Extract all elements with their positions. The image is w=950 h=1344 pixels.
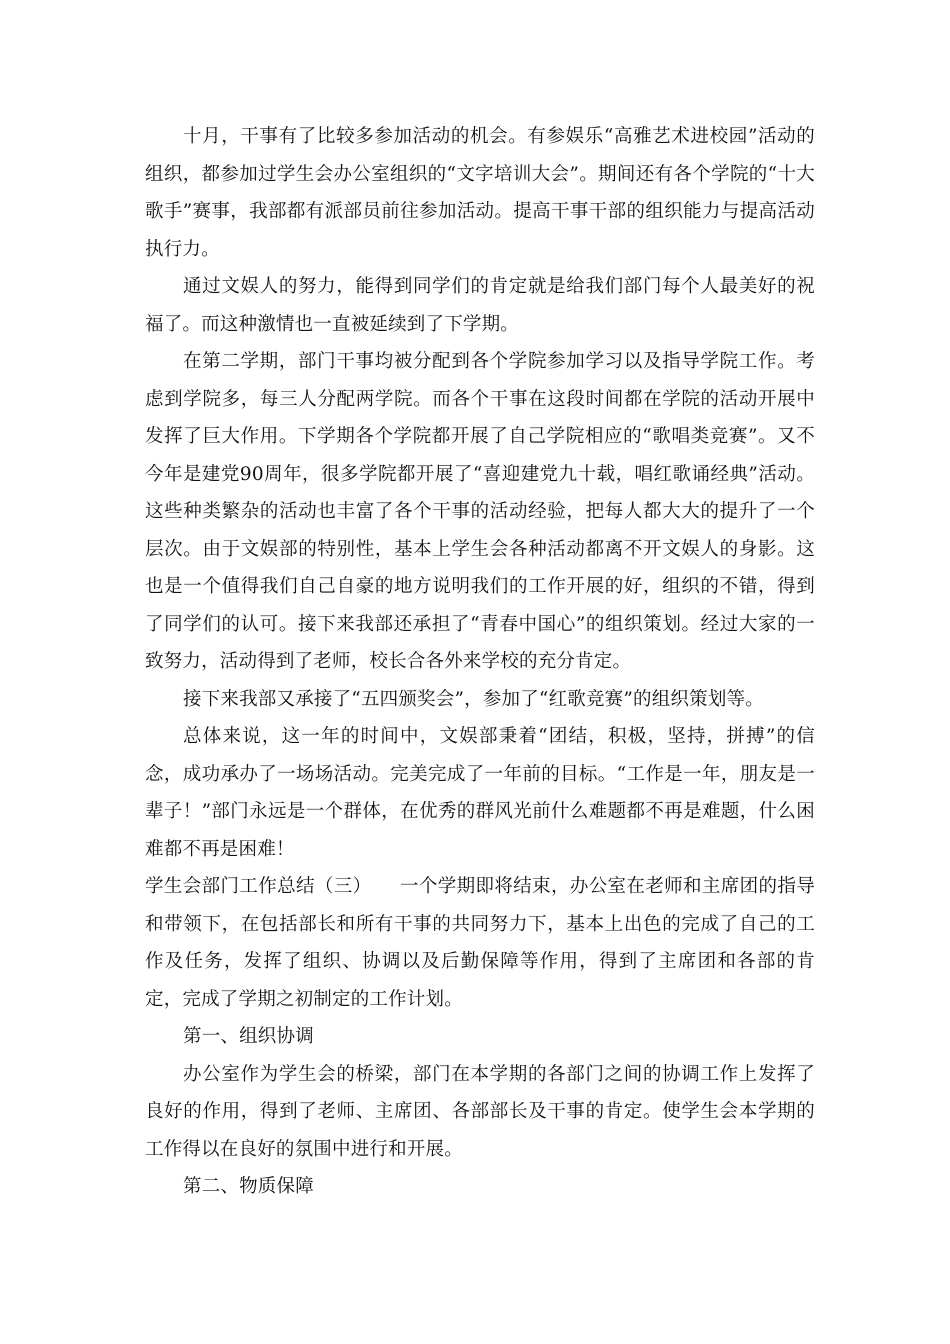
paragraph-wusi-awards: 接下来我部又承接了“五四颁奖会”，参加了“红歌竞赛”的组织策划等。 xyxy=(183,688,764,710)
document-body xyxy=(145,118,815,1206)
section-heading-material-support: 第二、物质保障 xyxy=(183,1176,314,1197)
paragraph-office-bridge: 办公室作为学生会的桥梁，部门在本学期的各部门之间的协调工作上发挥了良好的作用，得到了老师、主席团、各部部长及干事的肯定。使学生会本学期的工作得以在良好的氛围中进行和开展。 xyxy=(145,1063,815,1160)
paragraph-summary-three: 学生会部门工作总结（三） 一个学期即将结束，办公室在老师和主席团的指导和带领下，在包括部长和所有干事的共同努力下，基本上出色的完成了自己的工作及任务，发挥了组织、协调以及后勤保障等作用，得到了主席团和各部的肯定，完成了学期之初制定的工作计划。 xyxy=(145,876,815,1010)
paragraph-second-semester: 在第二学期，部门干事均被分配到各个学院参加学习以及指导学院工作。考虑到学院多，每三人分配两学院。而各个干事在这段时间都在学院的活动开展中发挥了巨大作用。下学期各个学院都开展了自己学院相应的“歌唱类竞赛”。又不今年是建党90周年，很多学院都开展了“喜迎建党九十载，唱红歌诵经典”活动。这些种类繁杂的活动也丰富了各个干事的活动经验，把每人都大大的提升了一个层次。由于文娱部的特别性，基本上学生会各种活动都离不开文娱人的身影。这也是一个值得我们自己自豪的地方说明我们的工作开展的好，组织的不错，得到了同学们的认可。接下来我部还承担了“青春中国心”的组织策划。经过大家的一致努力，活动得到了老师，校长合各外来学校的充分肯定。 xyxy=(145,351,815,672)
paragraph-wenyu-effort: 通过文娱人的努力，能得到同学们的肯定就是给我们部门每个人最美好的祝福了。而这种激情也一直被延续到了下学期。 xyxy=(145,276,815,335)
paragraph-overall-summary: 总体来说，这一年的时间中，文娱部秉着“团结，积极，坚持，拼搏”的信念，成功承办了一场场活动。完美完成了一年前的目标。“工作是一年，朋友是一辈子！”部门永远是一个群体，在优秀的群风光前什么难题都不再是难题，什么困难都不再是困难！ xyxy=(145,726,815,860)
section-heading-coordination: 第一、组织协调 xyxy=(183,1026,314,1047)
paragraph-october-activities: 十月，干事有了比较多参加活动的机会。有参娱乐“高雅艺术进校园”活动的组织，都参加过学生会办公室组织的“文字培训大会”。期间还有各个学院的“十大歌手”赛事，我部都有派部员前往参加活动。提高干事干部的组织能力与提高活动执行力。 xyxy=(145,126,815,260)
